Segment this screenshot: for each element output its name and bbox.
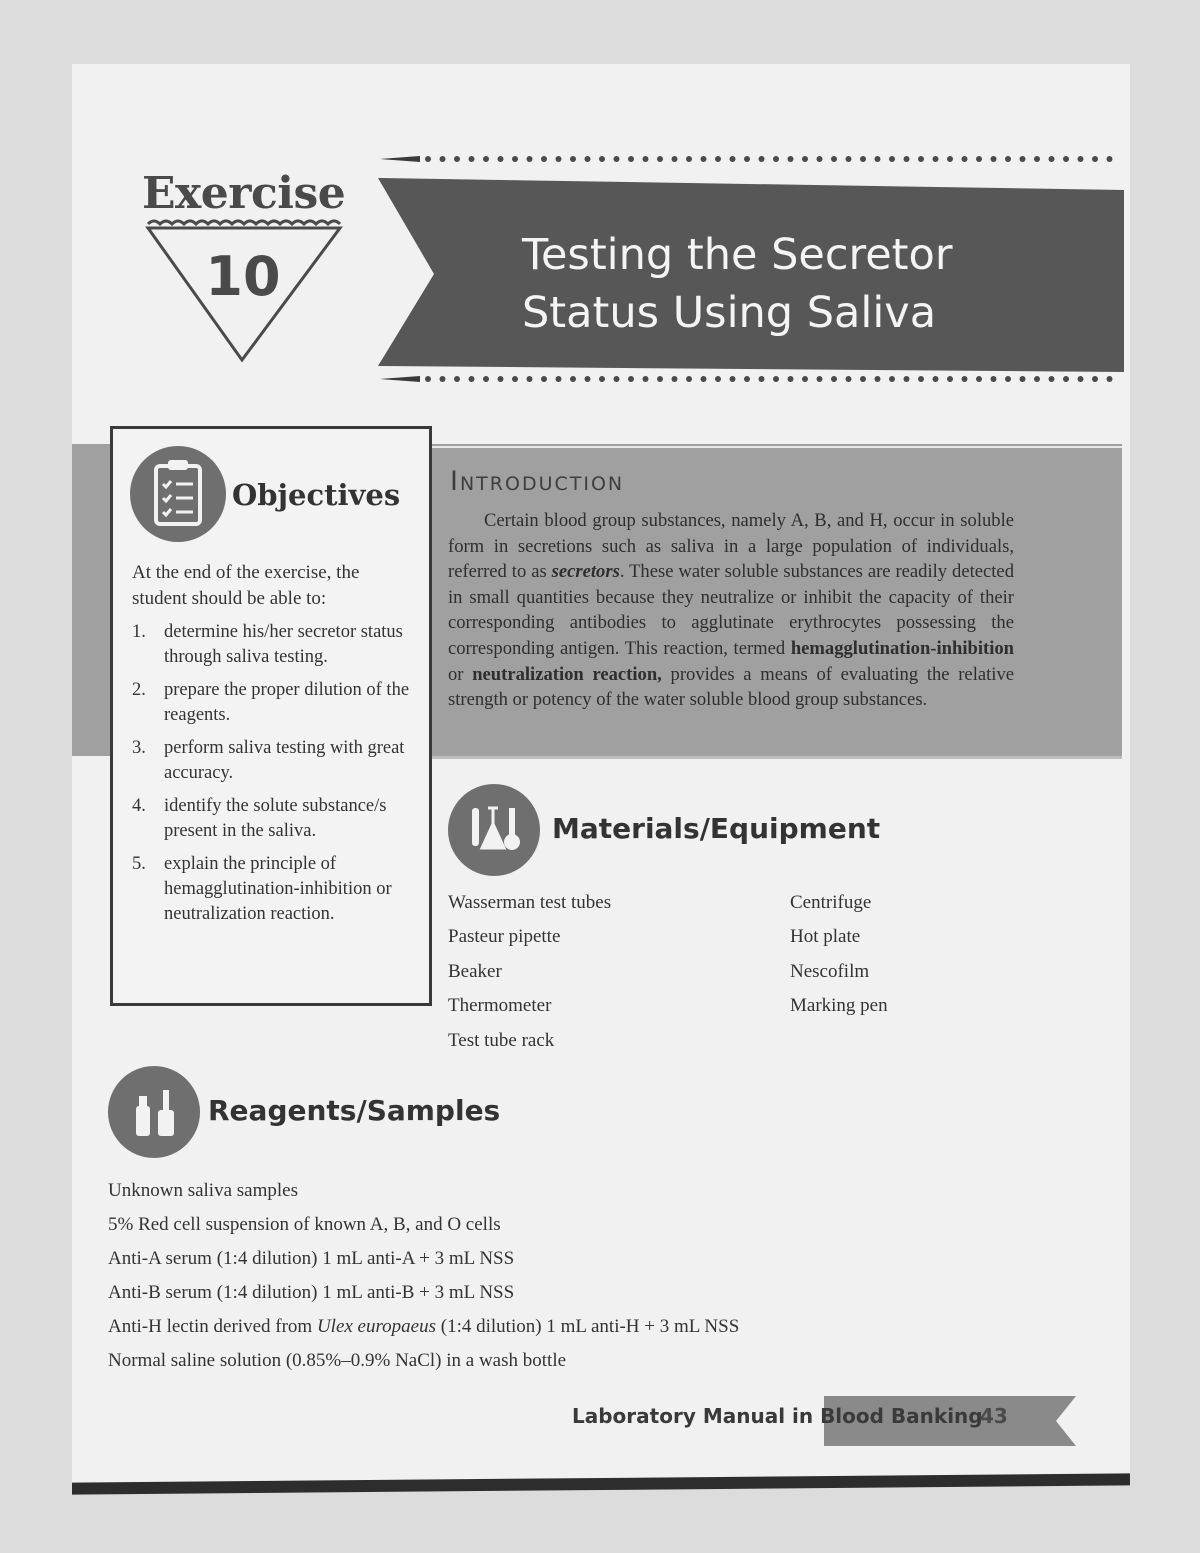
list-item: Normal saline solution (0.85%–0.9% NaCl) in a wash bottle xyxy=(108,1350,567,1371)
reagent-bottles-icon xyxy=(108,1066,200,1158)
list-item: Anti-H lectin derived from Ulex europaeus (1:4 dilution) 1 mL anti-H + 3 mL NSS xyxy=(108,1316,740,1337)
introduction-paragraph: Certain blood group substances, namely A, B, and H, occur in soluble form in secretions such as saliva in a large population of individuals, referred to as secretors. These water soluble substances are readily detected in small quantities because they neutralize or inhibit the capacity of their corresponding antibodies to agglutinate erythrocytes possessing the corresponding antigen. This reaction, termed hemagglutination-inhibition or neutralization reaction, provides a means of evaluating the relative strength or potency of the water soluble blood group substances. xyxy=(448,510,1014,711)
materials-heading: Materials/Equipment xyxy=(552,812,881,845)
scan-top-margin xyxy=(0,0,1200,66)
list-item: Wasserman test tubes xyxy=(448,892,612,913)
page-number: 43 xyxy=(980,1404,1008,1428)
reagents-list xyxy=(108,1174,868,1378)
dotted-rule-top xyxy=(380,154,1120,164)
list-item: Hot plate xyxy=(790,926,861,948)
list-item: Test tube rack xyxy=(448,1029,555,1051)
list-item: 1. determine his/her secretor status through saliva testing. xyxy=(132,622,403,667)
divider xyxy=(430,446,1122,448)
list-item: Unknown saliva samples xyxy=(108,1180,298,1201)
introduction-heading: Introduction xyxy=(450,466,625,497)
footer-book-title: Laboratory Manual in Blood Banking xyxy=(572,1404,983,1428)
objectives-list xyxy=(132,620,414,935)
list-item: Pasteur pipette xyxy=(448,926,561,948)
list-item: Thermometer xyxy=(448,995,552,1017)
list-item: 2. prepare the proper dilution of the reagents. xyxy=(132,680,410,725)
list-item: Anti-A serum (1:4 dilution) 1 mL anti-A + 3 mL NSS xyxy=(108,1248,515,1269)
list-item: Anti-B serum (1:4 dilution) 1 mL anti-B + 3 mL NSS xyxy=(108,1282,515,1303)
list-item: Centrifuge xyxy=(790,892,872,913)
dotted-rule-bottom xyxy=(380,374,1120,384)
reagents-heading: Reagents/Samples xyxy=(208,1094,501,1127)
list-item: 5% Red cell suspension of known A, B, and O cells xyxy=(108,1214,501,1235)
page-title: Testing the Secretor Status Using Saliva xyxy=(522,230,953,338)
list-item: Marking pen xyxy=(790,995,888,1017)
exercise-number: 10 xyxy=(205,245,281,308)
materials-column-1 xyxy=(448,886,611,1058)
objectives-heading: Objectives xyxy=(232,478,401,512)
objectives-intro: At the end of the exercise, the student should be able to: xyxy=(132,562,360,609)
list-item: 5. explain the principle of hemagglutination-inhibition or neutralization reaction. xyxy=(132,854,392,924)
list-item: Beaker xyxy=(448,960,502,982)
divider xyxy=(430,756,1122,759)
list-item: Nescofilm xyxy=(790,960,870,982)
materials-column-2 xyxy=(790,886,888,1024)
list-item: 3. perform saliva testing with great accuracy. xyxy=(132,738,405,783)
lab-glassware-icon xyxy=(448,784,540,876)
exercise-label: Exercise xyxy=(142,168,346,219)
clipboard-icon xyxy=(130,446,226,542)
list-item: 4. identify the solute substance/s present in the saliva. xyxy=(132,796,387,841)
